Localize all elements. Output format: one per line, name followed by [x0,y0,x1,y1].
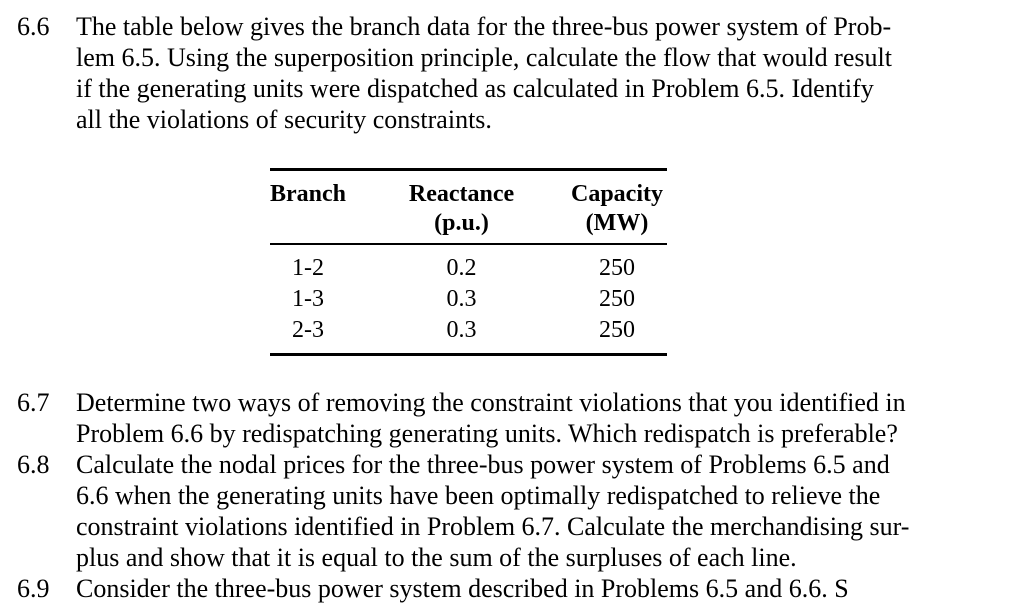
header-line: (MW) [585,210,649,236]
header-line: Reactance [408,181,515,207]
text-line: Consider the three-bus power system described in Problems 6.5 and 6.6. S [76,574,849,603]
header-capacity [567,180,667,238]
branch-data-table [270,168,667,356]
table-cell: 0.3 [446,316,477,343]
table-cell: 250 [599,254,635,281]
table-cell: 250 [599,285,635,312]
text-line: Problem 6.6 by redispatching generating units. Which redispatch is preferable? [76,419,898,448]
table-cell: 250 [599,316,635,343]
table-cell: 2-3 [292,316,324,343]
table-cell: 1-3 [292,285,324,312]
text-line: lem 6.5. Using the superposition principle, calculate the flow that would result [76,43,892,72]
text-line: Determine two ways of removing the constraint violations that you identified in [76,388,906,417]
problem-number: 6.6 [17,12,50,41]
header-line: (p.u.) [434,210,489,236]
problem-text [76,573,938,604]
header-line: Branch [270,181,347,207]
table-cell: 0.3 [446,285,477,312]
text-line: if the generating units were dispatched as calculated in Problem 6.5. Identify [76,74,874,103]
column-branch [270,253,346,346]
problem-number: 6.9 [17,574,50,603]
text-line: The table below gives the branch data for the three-bus power system of Prob- [76,12,892,41]
table-bottom-rule [270,353,667,356]
header-line: Capacity [571,181,663,207]
column-capacity [567,253,667,346]
text-line: 6.6 when the generating units have been optimally redispatched to relieve the [76,481,881,510]
table-cell: 1-2 [292,254,324,281]
text-line: plus and show that it is equal to the sum of the surpluses of each line. [76,543,797,572]
problem-text [76,11,938,135]
problem-number: 6.7 [17,388,50,417]
header-branch [270,180,346,209]
problem-text [76,387,938,449]
text-line: constraint violations identified in Problem 6.7. Calculate the merchandising sur- [76,512,910,541]
problem-number: 6.8 [17,450,50,479]
table-header [270,171,667,243]
table-cell: 0.2 [446,254,477,281]
text-line: Calculate the nodal prices for the three-bus power system of Problems 6.5 and [76,450,890,479]
table-body [270,245,667,353]
problem-text [76,449,938,573]
header-reactance [390,180,533,238]
column-reactance [390,253,533,346]
text-line: all the violations of security constraints. [76,105,492,134]
